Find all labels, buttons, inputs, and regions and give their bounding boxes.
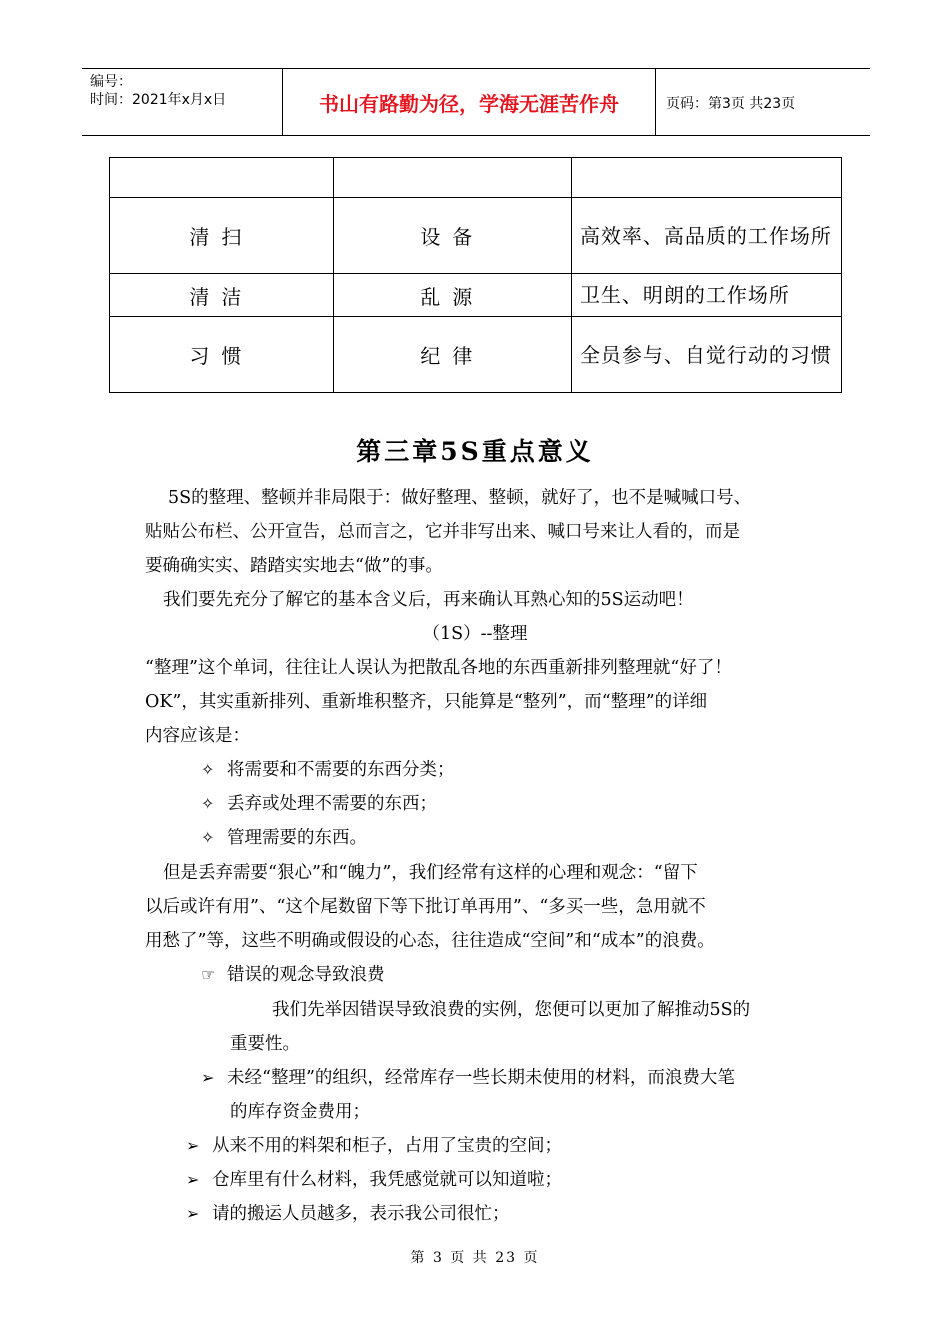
table-row [110, 317, 842, 393]
table-row [110, 274, 842, 317]
number-label: 编号： [90, 74, 132, 90]
diamond-bullet-icon: ✧ [201, 794, 215, 813]
list-item: ✧ 丢弃或处理不需要的东西； [201, 787, 437, 821]
table-cell: 清扫 [110, 198, 334, 274]
definition-line: 内容应该是： [145, 726, 250, 746]
paragraph-line: 用愁了”等，这些不明确或假设的心态，往往造成“空间”和“成本”的浪费。 [145, 931, 715, 951]
list-item: ➢ 请的搬运人员越多，表示我公司很忙； [186, 1197, 510, 1231]
table-cell: 清洁 [110, 274, 334, 317]
header-motto: 书山有路勤为径，学海无涯苦作舟 [319, 91, 619, 116]
paragraph-line: 重要性。 [230, 1034, 300, 1054]
diamond-bullet-icon: ✧ [201, 828, 215, 847]
definition-line: OK”，其实重新排列、重新堆积整齐，只能算是“整列”，而“整理”的详细 [145, 692, 708, 712]
table-cell [571, 158, 841, 198]
table-cell: 全员参与、自觉行动的习惯 [571, 317, 841, 393]
definition-line: “整理”这个单词，往往让人误认为把散乱各地的东西重新排列整理就“好了！ [145, 658, 732, 678]
intro-line: 要确确实实、踏踏实实地去“做”的事。 [145, 556, 443, 576]
date-label: 时间：2021年x月x日 [90, 92, 227, 108]
header-meta [82, 69, 282, 135]
paragraph-line: 的库存资金费用； [230, 1102, 370, 1122]
list-item: ☞ 错误的观念导致浪费 [201, 958, 385, 992]
table-row [110, 158, 842, 198]
table-cell: 设备 [333, 198, 571, 274]
diamond-bullet-icon: ✧ [201, 760, 215, 779]
list-item: ➢ 从来不用的料架和柜子，占用了宝贵的空间； [186, 1129, 562, 1163]
chapter-title: 第三章5S重点意义 [356, 437, 594, 466]
header-page-label: 页码：第3页 共23页 [666, 96, 796, 112]
table-cell: 纪律 [333, 317, 571, 393]
arrow-bullet-icon: ➢ [186, 1204, 200, 1223]
paragraph-line: 我们先举因错误导致浪费的实例，您便可以更加了解推动5S的 [272, 1000, 751, 1020]
pointing-hand-icon: ☞ [201, 965, 216, 984]
table-cell: 卫生、明朗的工作场所 [571, 274, 841, 317]
table-cell [333, 158, 571, 198]
list-item: ✧ 管理需要的东西。 [201, 821, 367, 855]
table-cell: 乱源 [333, 274, 571, 317]
arrow-bullet-icon: ➢ [186, 1136, 200, 1155]
arrow-bullet-icon: ➢ [201, 1068, 215, 1087]
table-row [110, 198, 842, 274]
page-header [82, 68, 870, 136]
list-item: ➢ 仓库里有什么材料，我凭感觉就可以知道啦； [186, 1163, 562, 1197]
header-divider [655, 69, 656, 135]
table-cell [110, 158, 334, 198]
paragraph-line: 以后或许有用”、“这个尾数留下等下批订单再用”、“多买一些，急用就不 [145, 897, 706, 917]
table-cell: 高效率、高品质的工作场所 [571, 198, 841, 274]
intro-line: 我们要先充分了解它的基本含义后，再来确认耳熟心知的5S运动吧！ [163, 590, 694, 610]
list-item: ✧ 将需要和不需要的东西分类； [201, 753, 455, 787]
intro-line: 贴贴公布栏、公开宣告，总而言之，它并非写出来、喊口号来让人看的，而是 [145, 522, 740, 542]
paragraph-line: 但是丢弃需要“狠心”和“魄力”，我们经常有这样的心理和观念：“留下 [163, 863, 698, 883]
table-cell: 习惯 [110, 317, 334, 393]
arrow-bullet-icon: ➢ [186, 1170, 200, 1189]
page-footer: 第 3 页 共 23 页 [410, 1250, 540, 1266]
intro-line: 5S的整理、整顿并非局限于：做好整理、整顿，就好了，也不是喊喊口号、 [168, 488, 752, 508]
list-item: ➢ 未经“整理”的组织，经常库存一些长期未使用的材料，而浪费大笔 [201, 1061, 735, 1095]
5s-table [109, 157, 842, 393]
section-subheading: （1S）--整理 [422, 624, 528, 644]
